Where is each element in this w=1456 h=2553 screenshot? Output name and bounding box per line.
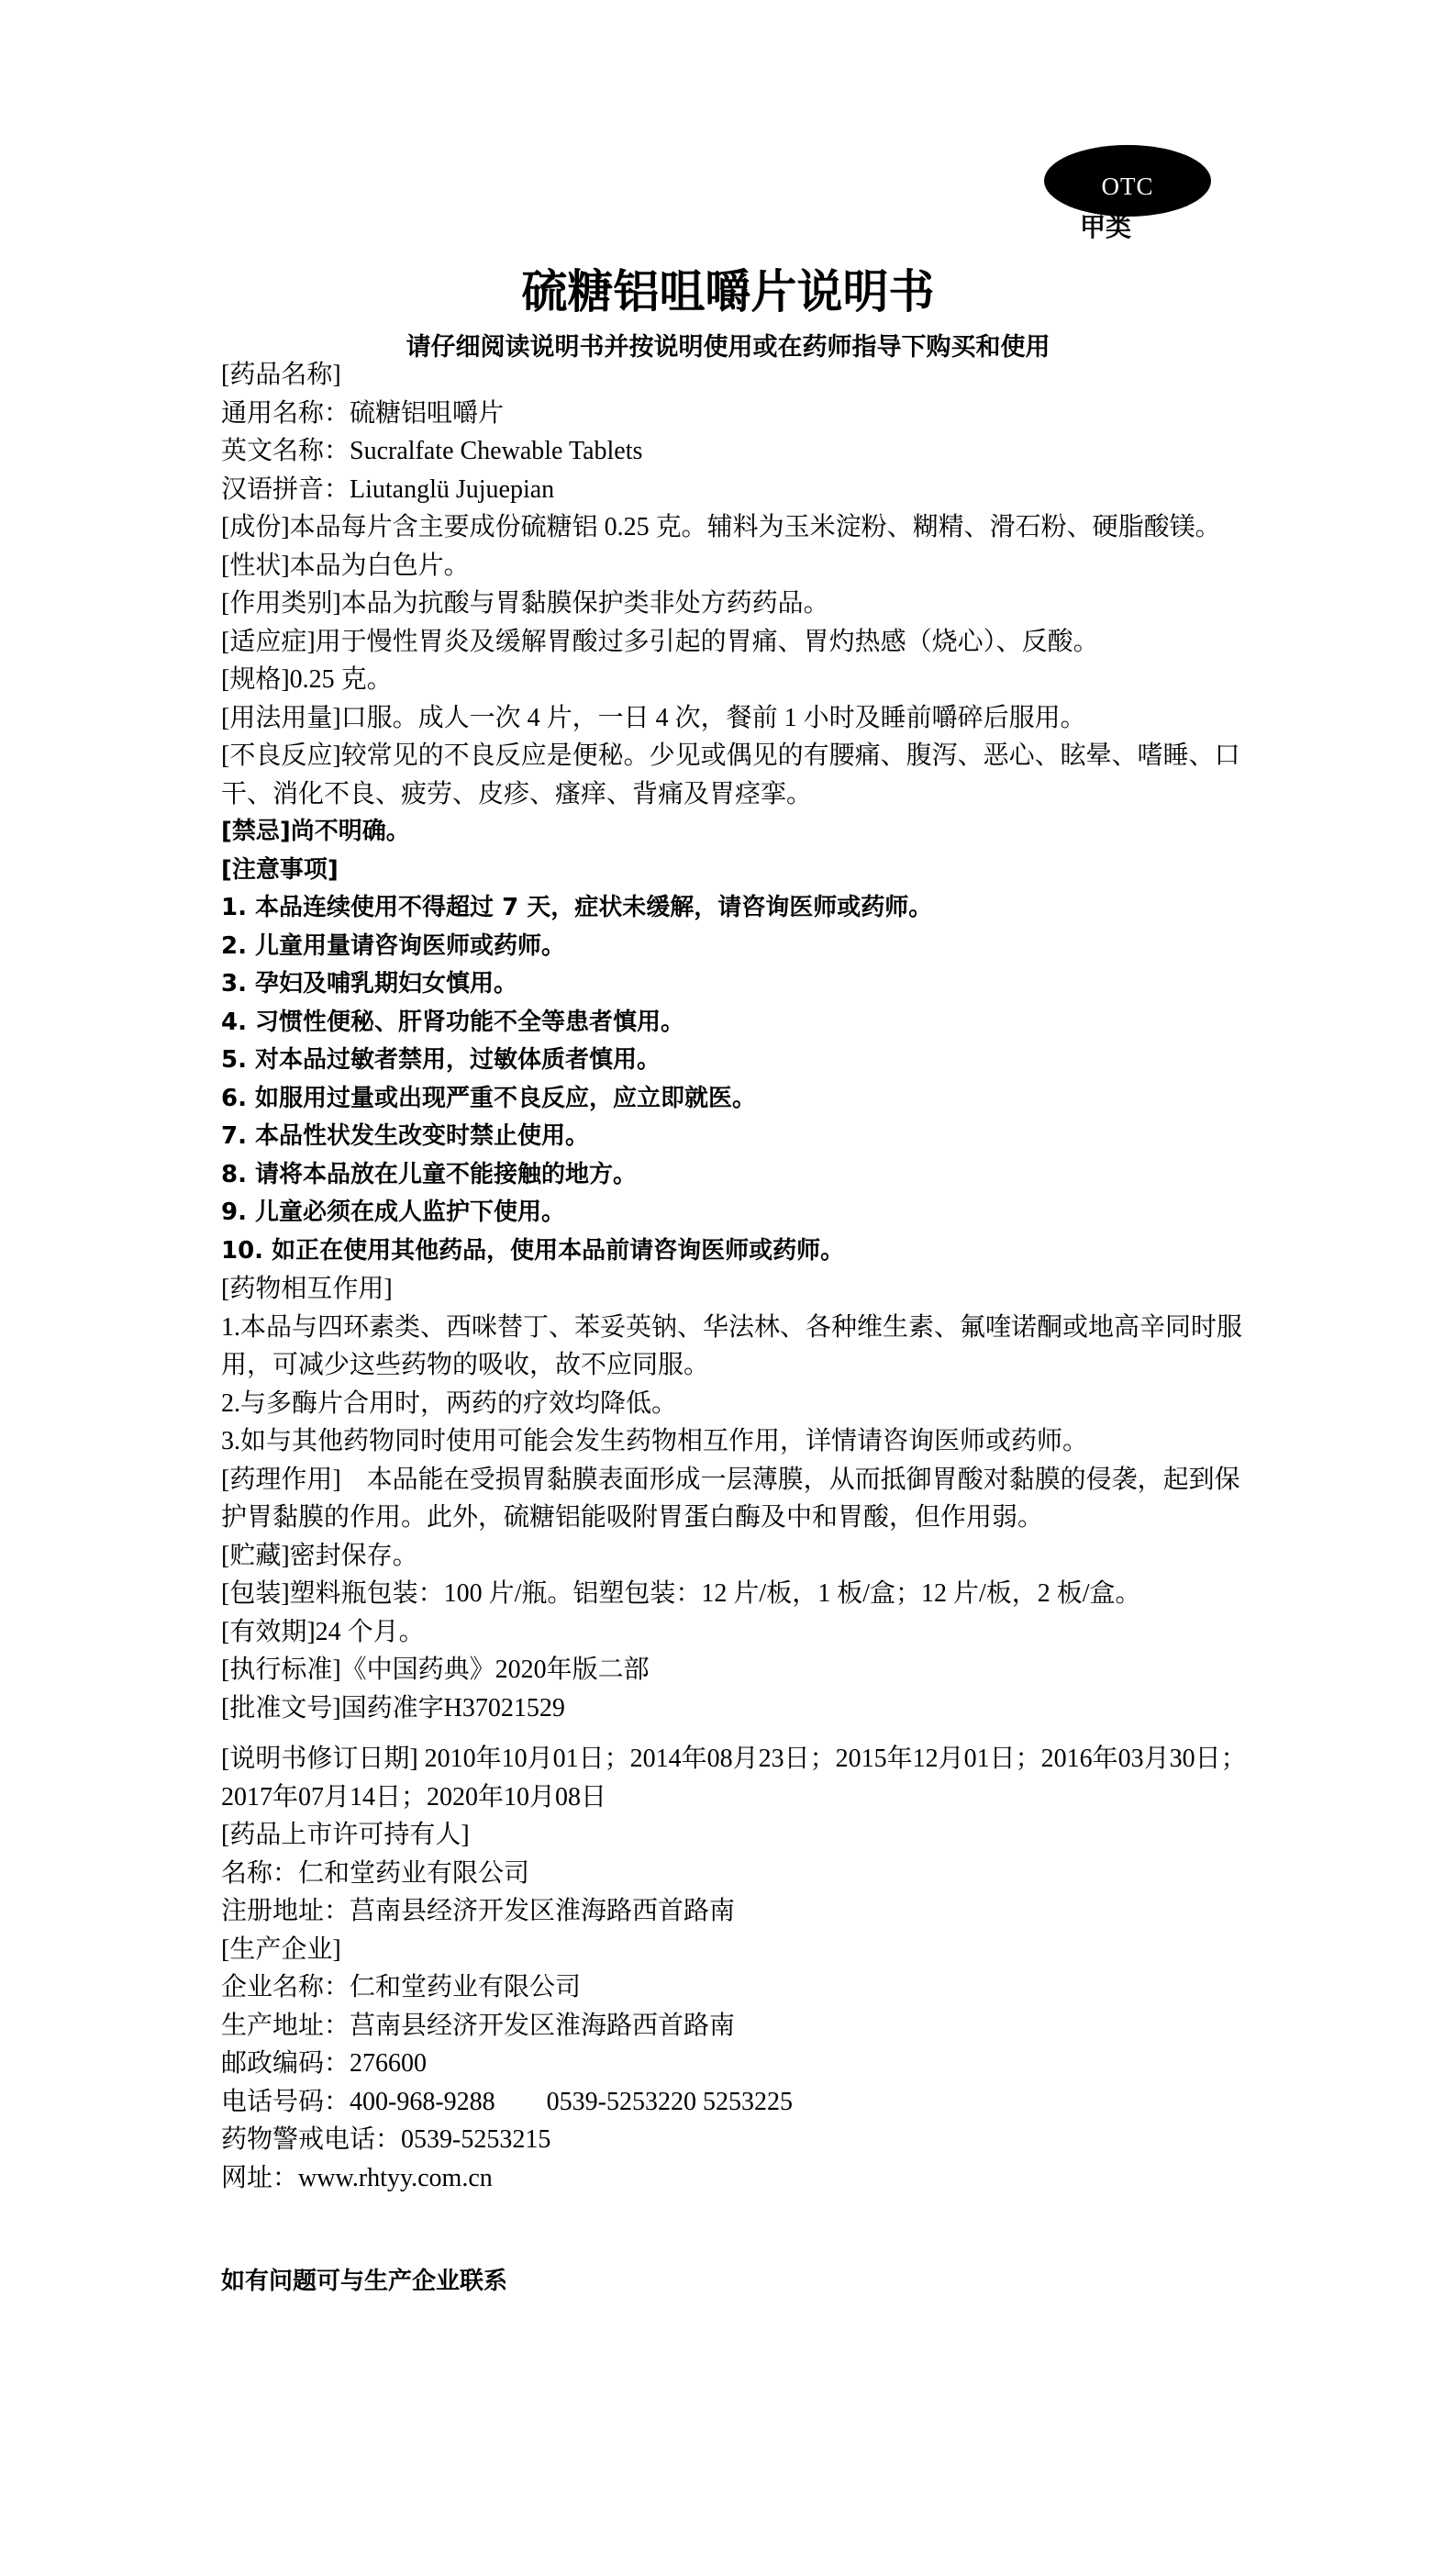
interaction-item: 3.如与其他药物同时使用可能会发生药物相互作用，详情请咨询医师或药师。 [221,1427,1089,1455]
adverse-reactions: [不良反应]较常见的不良反应是便秘。少见或偶见的有腰痛、腹泻、恶心、眩晕、嗜睡、口干、消化不良、疲劳、皮疹、瘙痒、背痛及胃痉挛。 [221,741,1240,808]
otc-class-label: 甲类 [1080,212,1132,242]
precaution-item: 9. 儿童必须在成人监护下使用。 [221,1198,566,1226]
mah-name: 名称：仁和堂药业有限公司 [221,1858,530,1888]
interaction-item: 1.本品与四环素类、西咪替丁、苯妥英钠、华法林、各种维生素、氟喹诺酮或地高辛同时服用，可减少这些药物的吸收，故不应同服。 [221,1312,1243,1379]
leaflet-body [221,356,1253,2302]
otc-badge: OTC [1044,145,1211,217]
interaction-item: 2.与多酶片合用时，两药的疗效均降低。 [221,1388,678,1418]
phone-number: 电话号码：400-968-9288 0539-5253220 5253225 [221,2087,793,2116]
dosage: [用法用量]口服。成人一次 4 片，一日 4 次，餐前 1 小时及睡前嚼碎后服用。 [221,703,1086,732]
standard: [执行标准]《中国药典》2020年版二部 [221,1656,650,1684]
pharmacovigilance-phone: 药物警戒电话：0539-5253215 [221,2125,551,2154]
packaging: [包装]塑料瓶包装：100 片/瓶。铝塑包装：12 片/板，1 板/盒；12 片/板，2 板/盒。 [221,1579,1141,1608]
manufacturer-name: 企业名称：仁和堂药业有限公司 [221,1973,582,2001]
description: [性状]本品为白色片。 [221,551,470,580]
pinyin-name: 汉语拼音：Liutanglü Jujuepian [221,474,555,504]
precaution-item: 4. 习惯性便秘、肝肾功能不全等患者慎用。 [221,1008,685,1036]
precaution-item: 2. 儿童用量请咨询医师或药师。 [221,931,566,960]
contact-footer: 如有问题可与生产企业联系 [221,2268,508,2295]
drug-name-heading: [药品名称] [221,361,341,389]
mah-address: 注册地址：莒南县经济开发区淮海路西首路南 [221,1897,736,1925]
indications: [适应症]用于慢性胃炎及缓解胃酸过多引起的胃痛、胃灼热感（烧心）、反酸。 [221,627,1099,656]
precaution-item: 7. 本品性状发生改变时禁止使用。 [221,1122,590,1150]
revision-dates: [说明书修订日期] 2010年10月01日；2014年08月23日；2015年12月01日；2016年03月30日；2017年07月14日；2020年10月08日 [221,1745,1247,1812]
manufacturer-address: 生产地址：莒南县经济开发区淮海路西首路南 [221,2011,736,2040]
composition: [成份]本品每片含主要成份硫糖铝 0.25 克。辅料为玉米淀粉、糊精、滑石粉、硬脂酸镁。 [221,513,1221,541]
generic-name: 通用名称：硫糖铝咀嚼片 [221,398,505,428]
category: [作用类别]本品为抗酸与胃黏膜保护类非处方药药品。 [221,589,829,618]
interactions-heading: [药物相互作用] [221,1275,393,1303]
pharmacology: [药理作用] 本品能在受损胃黏膜表面形成一层薄膜，从而抵御胃酸对黏膜的侵袭，起到保护胃黏膜的作用。此外，硫糖铝能吸附胃蛋白酶及中和胃酸，但作用弱。 [221,1465,1240,1532]
precaution-item: 3. 孕妇及哺乳期妇女慎用。 [221,970,518,998]
specification: [规格]0.25 克。 [221,665,393,694]
storage: [贮藏]密封保存。 [221,1541,418,1570]
precaution-item: 6. 如服用过量或出现严重不良反应，应立即就医。 [221,1084,757,1112]
postal-code: 邮政编码：276600 [221,2049,428,2078]
precaution-item: 1. 本品连续使用不得超过 7 天，症状未缓解，请咨询医师或药师。 [221,894,933,921]
shelf-life: [有效期]24 个月。 [221,1617,425,1646]
manufacturer-heading: [生产企业] [221,1934,341,1964]
english-name: 英文名称：Sucralfate Chewable Tablets [221,437,643,465]
precaution-item: 5. 对本品过敏者禁用，过敏体质者慎用。 [221,1046,661,1074]
precautions-heading: [注意事项] [221,855,339,884]
website: 网址：www.rhtyy.com.cn [221,2163,493,2192]
approval-number: [批准文号]国药准字H37021529 [221,1693,565,1722]
document-title: 硫糖铝咀嚼片说明书 [521,265,935,318]
precaution-item: 8. 请将本品放在儿童不能接触的地方。 [221,1160,638,1188]
document-subtitle: 请仔细阅读说明书并按说明使用或在药师指导下购买和使用 [406,333,1050,362]
mah-heading: [药品上市许可持有人] [221,1821,470,1849]
contraindications: [禁忌]尚不明确。 [221,818,410,845]
precaution-item: 10. 如正在使用其他药品，使用本品前请咨询医师或药师。 [221,1236,845,1265]
